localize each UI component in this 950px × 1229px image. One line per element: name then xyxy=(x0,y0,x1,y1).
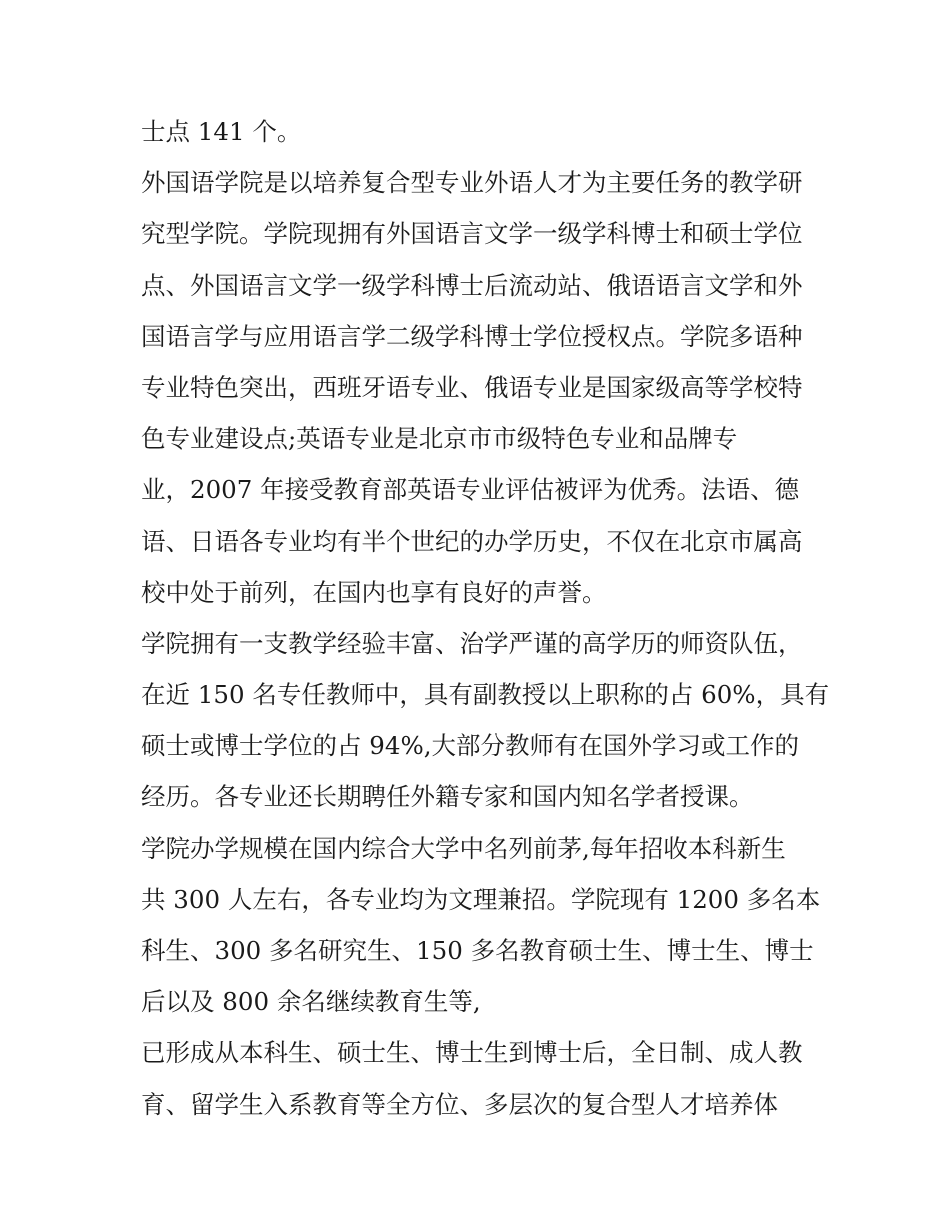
text-line: 专业特色突出，西班牙语专业、俄语专业是国家级高等学校特 xyxy=(141,372,803,402)
text-line: 校中处于前列，在国内也享有良好的声誉。 xyxy=(141,577,607,607)
text-line: 共 300 人左右，各专业均为文理兼招。学院现有 1200 多名本 xyxy=(141,884,821,914)
text-line: 育、留学生入系教育等全方位、多层次的复合型人才培养体 xyxy=(141,1089,778,1119)
text-line: 在近 150 名专任教师中，具有副教授以上职称的占 60%，具有 xyxy=(141,680,830,710)
text-line: 士点 141 个。 xyxy=(141,117,302,146)
document-body xyxy=(141,106,830,1130)
text-line: 业，2007 年接受教育部英语专业评估被评为优秀。法语、德 xyxy=(141,475,800,505)
text-line: 究型学院。学院现拥有外国语言文学一级学科博士和硕士学位 xyxy=(141,219,803,249)
text-line: 学院拥有一支教学经验丰富、治学严谨的高学历的师资队伍， xyxy=(141,628,803,658)
text-line: 已形成从本科生、硕士生、博士生到博士后，全日制、成人教 xyxy=(141,1038,803,1068)
text-line: 经历。各专业还长期聘任外籍专家和国内知名学者授课。 xyxy=(141,782,754,812)
text-line: 学院办学规模在国内综合大学中名列前茅,每年招收本科新生 xyxy=(141,833,786,863)
text-line: 硕士或博士学位的占 94%,大部分教师有在国外学习或工作的 xyxy=(141,731,800,761)
text-line: 后以及 800 余名继续教育生等, xyxy=(141,987,481,1017)
text-line: 点、外国语言文学一级学科博士后流动站、俄语语言文学和外 xyxy=(141,270,803,300)
text-line: 语、日语各专业均有半个世纪的办学历史，不仅在北京市属高 xyxy=(141,526,803,556)
text-line: 科生、300 多名研究生、150 多名教育硕士生、博士生、博士 xyxy=(141,936,814,965)
text-line: 国语言学与应用语言学二级学科博士学位授权点。学院多语种 xyxy=(141,321,803,351)
text-line: 外国语学院是以培养复合型专业外语人才为主要任务的教学研 xyxy=(141,168,803,198)
text-line: 色专业建设点;英语专业是北京市市级特色专业和品牌专 xyxy=(141,424,738,454)
